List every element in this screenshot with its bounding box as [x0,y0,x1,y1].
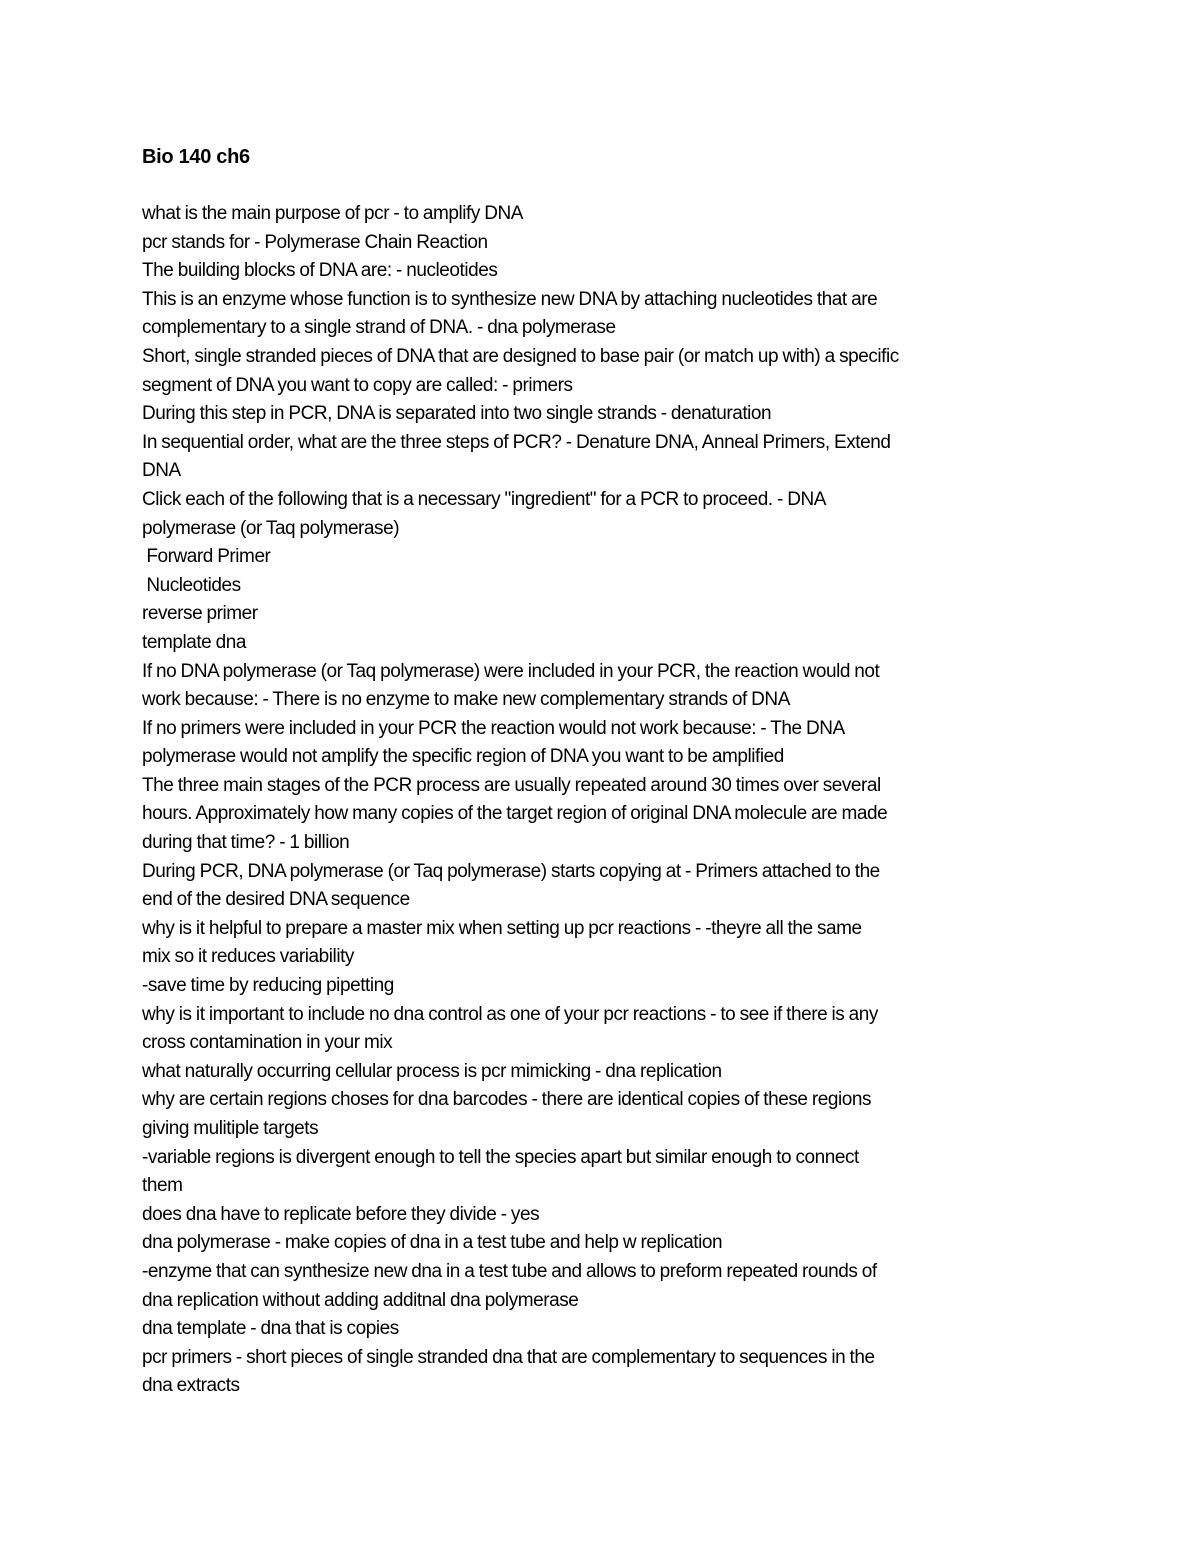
text-line: If no primers were included in your PCR the reaction would not work because: - The DNA [142,717,845,739]
document-title: Bio 140 ch6 [142,146,250,168]
text-line: end of the desired DNA sequence [142,889,410,911]
text-line: -save time by reducing pipetting [142,975,394,997]
text-line: During PCR, DNA polymerase (or Taq polymerase) starts copying at - Primers attached to the [142,860,880,882]
text-line: what naturally occurring cellular process is pcr mimicking - dna replication [142,1060,722,1082]
text-line: segment of DNA you want to copy are called: - primers [142,374,573,396]
text-line: polymerase (or Taq polymerase) [142,517,400,539]
text-line: Nucleotides [142,574,241,596]
text-line: complementary to a single strand of DNA. - dna polymerase [142,317,616,339]
text-line: mix so it reduces variability [142,946,354,968]
text-line: Short, single stranded pieces of DNA that are designed to base pair (or match up with) a specific [142,345,899,367]
text-line: If no DNA polymerase (or Taq polymerase) were included in your PCR, the reaction would not [142,660,880,682]
text-line: During this step in PCR, DNA is separated into two single strands - denaturation [142,403,772,425]
text-line: dna template - dna that is copies [142,1318,399,1340]
text-line: cross contamination in your mix [142,1032,393,1054]
text-line: pcr primers - short pieces of single stranded dna that are complementary to sequences in the [142,1346,875,1368]
text-line: work because: - There is no enzyme to make new complementary strands of DNA [142,689,790,711]
text-line: why is it important to include no dna control as one of your pcr reactions - to see if there is any [142,1003,878,1025]
text-line: hours. Approximately how many copies of the target region of original DNA molecule are made [142,803,888,825]
text-line: Click each of the following that is a necessary "ingredient" for a PCR to proceed. - DNA [142,488,827,510]
text-line: reverse primer [142,603,258,625]
text-line: dna extracts [142,1375,240,1397]
text-line: dna replication without adding additnal dna polymerase [142,1289,579,1311]
text-line: template dna [142,631,246,653]
text-line: The three main stages of the PCR process are usually repeated around 30 times over several [142,774,881,796]
document-body [142,200,1062,1401]
text-line: does dna have to replicate before they divide - yes [142,1203,540,1225]
text-line: dna polymerase - make copies of dna in a test tube and help w replication [142,1232,723,1254]
text-line: In sequential order, what are the three steps of PCR? - Denature DNA, Anneal Primers, Extend [142,431,891,453]
text-line: why is it helpful to prepare a master mix when setting up pcr reactions - -theyre all the same [142,917,862,939]
text-line: -enzyme that can synthesize new dna in a test tube and allows to preform repeated rounds of [142,1260,877,1282]
text-line: them [142,1175,183,1197]
text-line: during that time? - 1 billion [142,832,350,854]
text-line: DNA [142,460,181,482]
text-line: giving mulitiple targets [142,1118,319,1139]
text-line: polymerase would not amplify the specific region of DNA you want to be amplified [142,746,784,768]
text-line: -variable regions is divergent enough to tell the species apart but similar enough to connect [142,1146,859,1168]
text-line: This is an enzyme whose function is to synthesize new DNA by attaching nucleotides that are [142,288,878,310]
text-line: Forward Primer [142,546,271,568]
text-line: what is the main purpose of pcr - to amplify DNA [142,203,524,224]
text-line: why are certain regions choses for dna barcodes - there are identical copies of these regions [142,1089,872,1111]
text-line: pcr stands for - Polymerase Chain Reaction [142,231,488,253]
text-line: The building blocks of DNA are: - nucleotides [142,260,498,282]
